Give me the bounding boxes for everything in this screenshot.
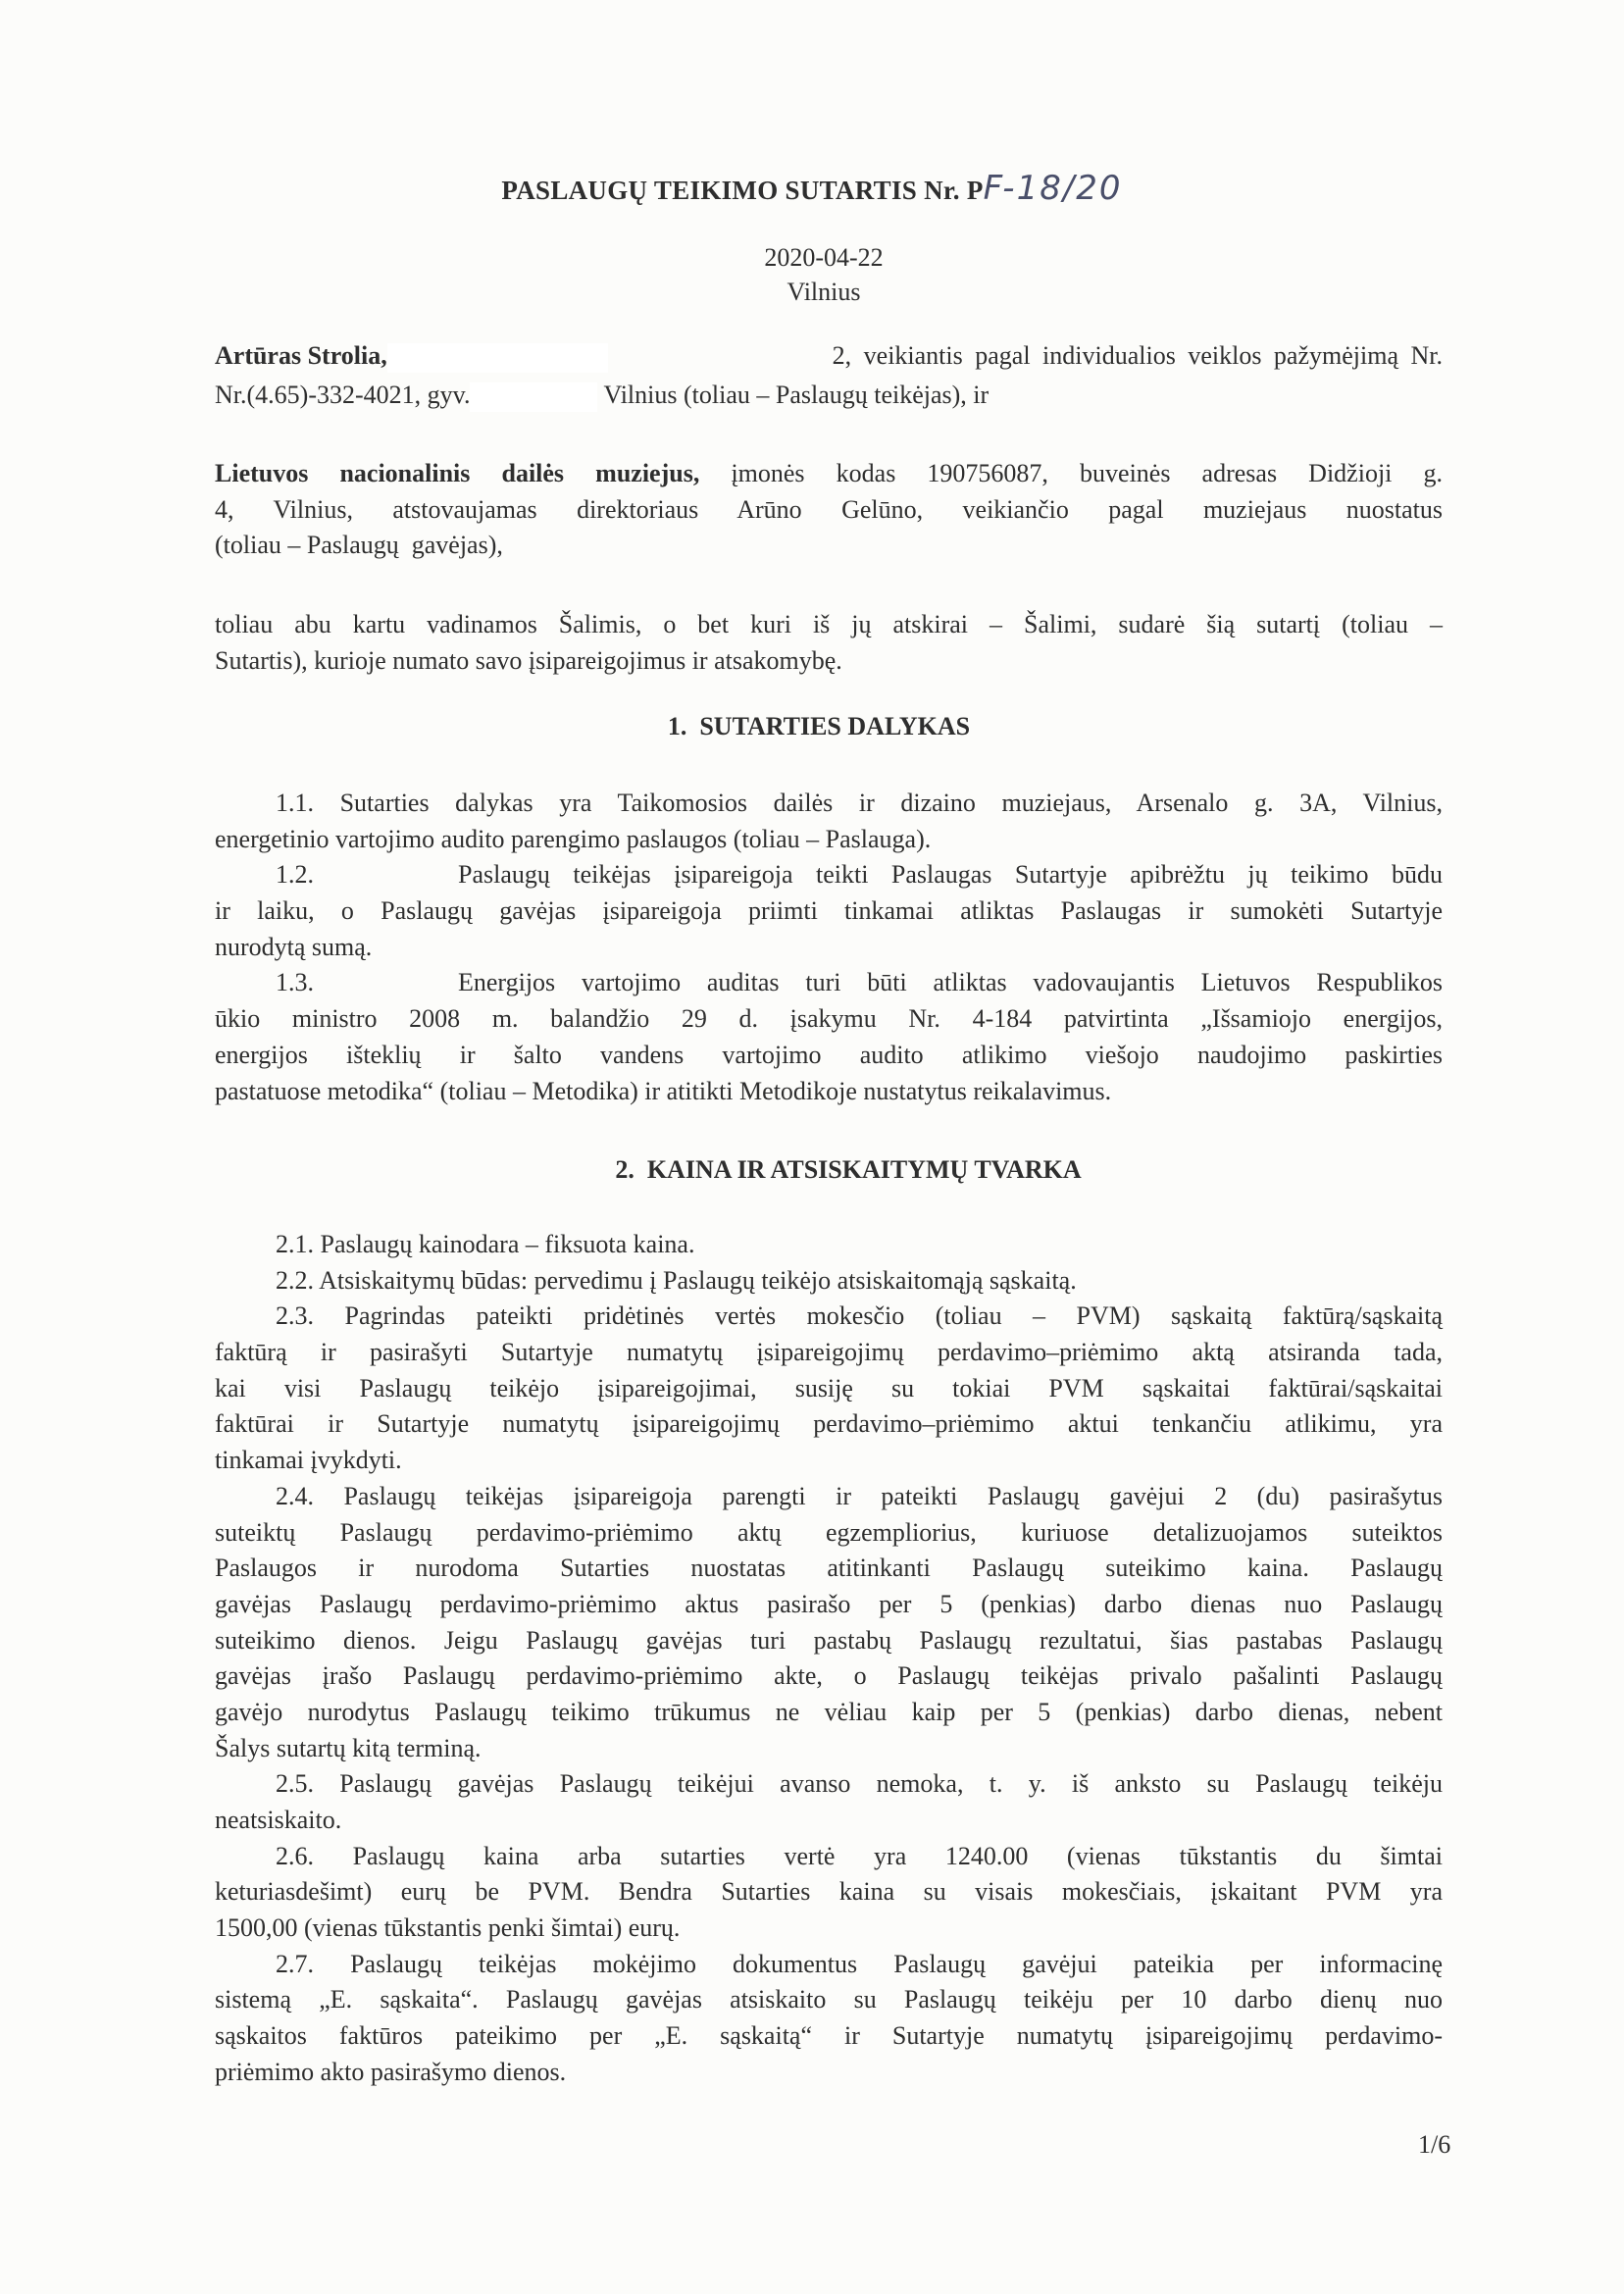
clause-line: keturiasdešimt) eurų be PVM. Bendra Sutarties kaina su visais mokesčiais, įskaitant PVM yra bbox=[215, 1877, 1443, 1907]
handwritten-contract-number: F-18/20 bbox=[983, 169, 1123, 208]
redacted-area bbox=[470, 382, 597, 412]
clause-line: ir laiku, o Paslaugų gavėjas įsipareigoja priimti tinkamai atliktas Paslaugas ir sumokėti Sutartyje bbox=[215, 896, 1443, 926]
clause-line bbox=[215, 965, 1443, 1001]
clause-line: energijos išteklių ir šalto vandens vartojimo audito atlikimo viešojo naudojimo paskirties bbox=[215, 1040, 1443, 1069]
clause-text: Energijos vartojimo auditas turi būti atliktas vadovaujantis Lietuvos Respublikos bbox=[458, 968, 1443, 997]
clause-paragraph bbox=[215, 1839, 1443, 1947]
clause-line: gavėjas Paslaugų perdavimo-priėmimo aktus pasirašo per 5 (penkias) darbo dienas nuo Paslaugų bbox=[215, 1589, 1443, 1618]
clause-line: gavėjo nurodytus Paslaugų teikimo trūkumus ne vėliau kaip per 5 (penkias) darbo dienas, nebent bbox=[215, 1697, 1443, 1726]
clause-line: 2.5. Paslaugų gavėjas Paslaugų teikėjui avanso nemoka, t. y. iš anksto su Paslaugų teikėju bbox=[276, 1769, 1443, 1799]
section-body bbox=[215, 786, 1443, 1109]
clause-line: 2.1. Paslaugų kainodara – fiksuota kaina. bbox=[276, 1230, 695, 1258]
recipient-line1: įmonės kodas 190756087, buveinės adresas Didžioji g. bbox=[731, 459, 1443, 487]
page-number: 1/6 bbox=[1418, 2130, 1451, 2159]
clause-line: pastatuose metodika“ (toliau – Metodika) ir atitikti Metodikoje nustatytus reikalavimus. bbox=[215, 1076, 1112, 1105]
clause-line: 2.3. Pagrindas pateikti pridėtinės vertės mokesčio (toliau – PVM) sąskaitą faktūrą/sąskaitą bbox=[276, 1301, 1443, 1331]
clause-number: 1.3. bbox=[276, 968, 314, 997]
clause-line: Paslaugos ir nurodoma Sutarties nuostatas atitinkanti Paslaugų suteikimo kaina. Paslaugų bbox=[215, 1554, 1443, 1583]
party-recipient bbox=[215, 456, 1443, 564]
redacted-area bbox=[387, 343, 608, 373]
parties-definition bbox=[215, 607, 1443, 679]
clause-line: faktūrai ir Sutartyje numatytų įsipareigojimų perdavimo–priėmimo aktui tenkančiu atlikimu, yra bbox=[215, 1409, 1443, 1439]
clause-line: suteikimo dienos. Jeigu Paslaugų gavėjas turi pastabų Paslaugų rezultatui, šias pastabas Paslaugų bbox=[215, 1625, 1443, 1655]
clause-line: 1500,00 (vienas tūkstantis penki šimtai) eurų. bbox=[215, 1913, 681, 1943]
clause-line: 2.6. Paslaugų kaina arba sutarties vertė yra 1240.00 (vienas tūkstantis du šimtai bbox=[276, 1841, 1443, 1870]
clause-line: 1.1. Sutarties dalykas yra Taikomosios dailės ir dizaino muziejaus, Arsenalo g. 3A, Vilnius, bbox=[276, 789, 1443, 817]
clause-text: Paslaugų teikėjas įsipareigoja teikti Paslaugas Sutartyje apibrėžtu jų teikimo būdu bbox=[458, 860, 1443, 890]
clause-line: 2.2. Atsiskaitymų būdas: pervedimu į Paslaugų teikėjo atsiskaitomąją sąskaitą. bbox=[276, 1265, 1077, 1295]
section-body bbox=[215, 1227, 1443, 2091]
clause-line: 2.7. Paslaugų teikėjas mokėjimo dokumentus Paslaugų gavėjui pateikia per informacinę bbox=[276, 1949, 1443, 1978]
provider-line1: 2, veikiantis pagal individualios veiklos pažymėjimą Nr. bbox=[832, 341, 1443, 370]
provider-name: Artūras Strolia, bbox=[215, 341, 387, 370]
document-city: Vilnius bbox=[787, 278, 861, 306]
clause-line: suteiktų Paslaugų perdavimo-priėmimo aktų egzempliorius, kuriuose detalizuojamos suteiktos bbox=[215, 1517, 1443, 1547]
clause-paragraph bbox=[215, 1479, 1443, 1767]
section-heading: 1. SUTARTIES DALYKAS bbox=[667, 712, 971, 740]
clause-paragraph bbox=[215, 1263, 1443, 1300]
document-date: 2020-04-22 bbox=[764, 243, 884, 272]
clause-line: sistemą „E. sąskaita“. Paslaugų gavėjas atsiskaito su Paslaugų teikėju per 10 darbo dienų nuo bbox=[215, 1985, 1443, 2014]
clause-line: 2.4. Paslaugų teikėjas įsipareigoja parengti ir pateikti Paslaugų gavėjui 2 (du) pasirašytus bbox=[276, 1481, 1443, 1510]
recipient-name: Lietuvos nacionalinis dailės muziejus, bbox=[215, 459, 700, 487]
parties-line: Sutartis), kurioje numato savo įsipareigojimus ir atsakomybę. bbox=[215, 645, 842, 675]
clause-line: priėmimo akto pasirašymo dienos. bbox=[215, 2057, 567, 2086]
clause-number: 1.2. bbox=[276, 860, 314, 890]
clause-paragraph bbox=[215, 965, 1443, 1109]
clause-line: tinkamai įvykdyti. bbox=[215, 1446, 402, 1475]
recipient-line2: 4, Vilnius, atstovaujamas direktoriaus Arūno Gelūno, veikiančio pagal muziejaus nuostatus bbox=[215, 494, 1443, 524]
clause-paragraph bbox=[215, 1766, 1443, 1838]
section-heading: 2. KAINA IR ATSISKAITYMŲ TVARKA bbox=[615, 1155, 1082, 1184]
document-title bbox=[0, 169, 1624, 208]
clause-paragraph bbox=[215, 786, 1443, 857]
clause-line: sąskaitos faktūros pateikimo per „E. sąskaitą“ ir Sutartyje numatytų įsipareigojimų perdavimo- bbox=[215, 2021, 1443, 2051]
title-printed: PASLAUGŲ TEIKIMO SUTARTIS Nr. P bbox=[501, 176, 984, 205]
clause-paragraph bbox=[215, 1227, 1443, 1263]
clause-line: nurodytą sumą. bbox=[215, 932, 373, 961]
clause-line: gavėjas įrašo Paslaugų perdavimo-priėmimo akte, o Paslaugų teikėjas privalo pašalinti Paslaugų bbox=[215, 1661, 1443, 1691]
clause-paragraph bbox=[215, 1299, 1443, 1478]
clause-paragraph bbox=[215, 1947, 1443, 2091]
clause-paragraph bbox=[215, 857, 1443, 965]
clause-line bbox=[215, 857, 1443, 893]
clause-line: kai visi Paslaugų teikėjo įsipareigojimai, susiję su tokiai PVM sąskaitai faktūrai/sąskaitai bbox=[215, 1373, 1443, 1402]
clause-line: energetinio vartojimo audito parengimo paslaugos (toliau – Paslauga). bbox=[215, 824, 932, 853]
clause-line: faktūrą ir pasirašyti Sutartyje numatytų įsipareigojimų perdavimo–priėmimo aktą atsiranda tada, bbox=[215, 1338, 1443, 1367]
provider-line2-rest: Vilnius (toliau – Paslaugų teikėjas), ir bbox=[603, 380, 990, 409]
provider-line2-start: Nr.(4.65)-332-4021, gyv. bbox=[215, 380, 471, 409]
clause-line: neatsiskaito. bbox=[215, 1806, 342, 1834]
clause-line: ūkio ministro 2008 m. balandžio 29 d. įsakymu Nr. 4-184 patvirtinta „Išsamiojo energijos, bbox=[215, 1004, 1443, 1034]
party-provider bbox=[215, 338, 1443, 413]
parties-line: toliau abu kartu vadinamos Šalimis, o bet kuri iš jų atskirai – Šalimi, sudarė šią sutartį (toliau – bbox=[215, 610, 1443, 638]
recipient-line3: (toliau – Paslaugų gavėjas), bbox=[215, 531, 503, 560]
clause-line: Šalys sutartų kitą terminą. bbox=[215, 1733, 482, 1762]
